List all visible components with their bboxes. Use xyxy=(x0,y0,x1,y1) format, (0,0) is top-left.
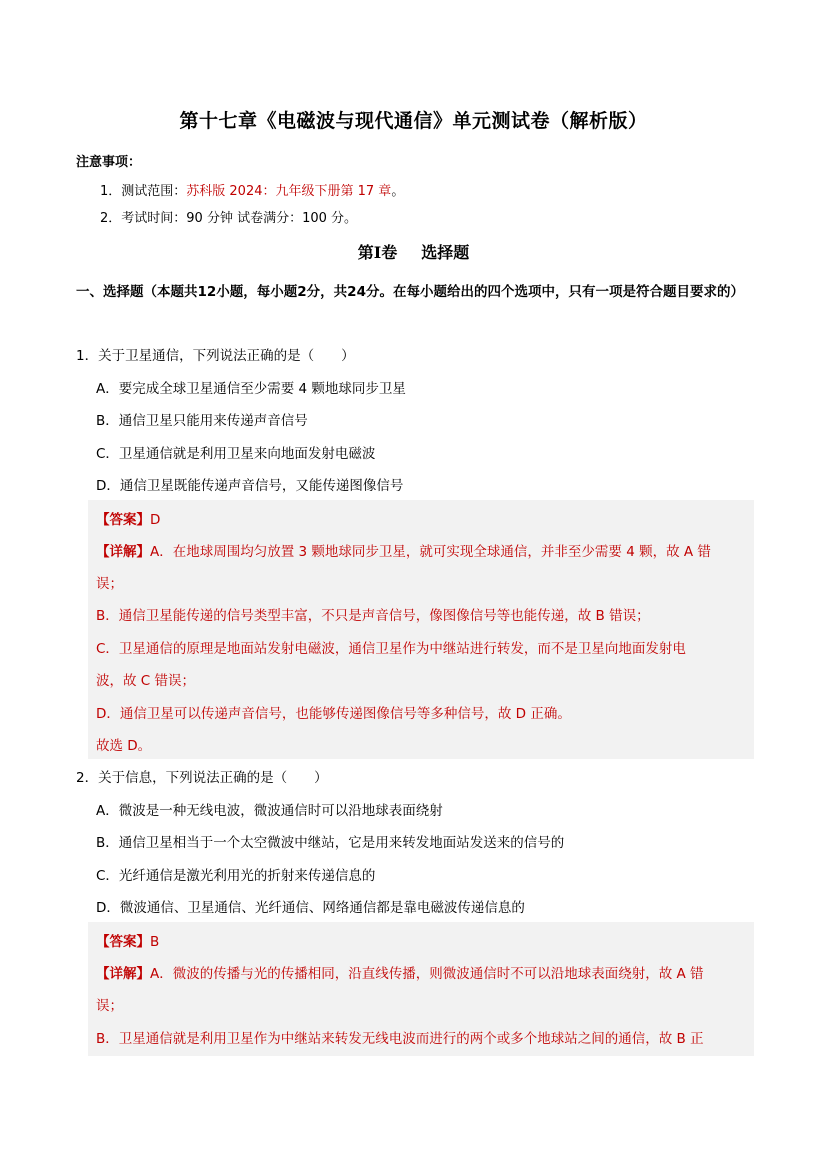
question-1-detail-line-2: 误； xyxy=(96,576,123,592)
answer-tag: 【答案】 xyxy=(96,512,150,528)
question-1-option-c: C．卫星通信就是利用卫星来向地面发射电磁波 xyxy=(96,446,376,462)
question-1-detail-line-6: D．通信卫星可以传递声音信号，也能够传递图像信号等多种信号，故 D 正确。 xyxy=(96,706,571,722)
detail-tag: 【详解】 xyxy=(96,966,150,982)
section-title-part: 第Ⅰ卷 xyxy=(357,243,398,262)
notice-scope-prefix: 1．测试范围： xyxy=(100,184,187,199)
question-2-option-d: D．微波通信、卫星通信、光纤通信、网络通信都是靠电磁波传递信息的 xyxy=(96,900,525,916)
detail-text: A．微波的传播与光的传播相同，沿直线传播，则微波通信时不可以沿地球表面绕射，故 A 错 xyxy=(150,966,704,982)
notice-item-scope xyxy=(100,180,404,199)
question-2-answer xyxy=(96,930,159,950)
section-title xyxy=(0,240,827,263)
question-1-option-d: D．通信卫星既能传递声音信号，又能传递图像信号 xyxy=(96,478,404,494)
detail-tag: 【详解】 xyxy=(96,544,150,560)
detail-text: A．在地球周围均匀放置 3 颗地球同步卫星，就可实现全球通信，并非至少需要 4 颗，故 A 错 xyxy=(150,544,711,560)
question-2-stem: 2．关于信息，下列说法正确的是（ ） xyxy=(76,770,328,786)
question-1-stem: 1．关于卫星通信，下列说法正确的是（ ） xyxy=(76,348,355,364)
question-1-detail-line-5: 波，故 C 错误； xyxy=(96,673,196,689)
question-1-detail-line-1 xyxy=(96,540,711,560)
question-1-option-a: A．要完成全球卫星通信至少需要 4 颗地球同步卫星 xyxy=(96,381,406,397)
question-2-detail-line-3: B．卫星通信就是利用卫星作为中继站来转发无线电波而进行的两个或多个地球站之间的通信，故 B 正 xyxy=(96,1031,704,1047)
question-2-option-b: B．通信卫星相当于一个太空微波中继站，它是用来转发地面站发送来的信号的 xyxy=(96,835,565,851)
question-1-detail-line-4: C．卫星通信的原理是地面站发射电磁波，通信卫星作为中继站进行转发，而不是卫星向地面发射电 xyxy=(96,641,686,657)
question-1-answer xyxy=(96,508,160,528)
answer-value: B xyxy=(150,934,160,950)
answer-tag: 【答案】 xyxy=(96,934,150,950)
question-1-detail-line-7: 故选 D。 xyxy=(96,738,152,754)
question-2-detail-line-1 xyxy=(96,962,704,982)
section-instructions: 一、选择题（本题共12小题，每小题2分，共24分。在每小题给出的四个选项中，只有一项是符合题目要求的） xyxy=(76,284,744,300)
document-title: 第十七章《电磁波与现代通信》单元测试卷（解析版） xyxy=(179,110,648,132)
answer-value: D xyxy=(150,512,161,528)
notice-item-time: 2．考试时间：90 分钟 试卷满分：100 分。 xyxy=(100,211,358,226)
notice-scope-suffix: 。 xyxy=(391,184,405,199)
question-1-detail-line-3: B．通信卫星能传递的信号类型丰富，不只是声音信号，像图像信号等也能传递，故 B 错误； xyxy=(96,608,650,624)
notice-scope-value: 苏科版 2024：九年级下册第 17 章 xyxy=(186,184,392,199)
question-2-option-c: C．光纤通信是激光利用光的折射来传递信息的 xyxy=(96,868,376,884)
question-2-option-a: A．微波是一种无线电波，微波通信时可以沿地球表面绕射 xyxy=(96,803,443,819)
question-1-option-b: B．通信卫星只能用来传递声音信号 xyxy=(96,413,308,429)
notice-heading: 注意事项： xyxy=(76,155,142,170)
question-2-detail-line-2: 误； xyxy=(96,998,123,1014)
section-title-name: 选择题 xyxy=(421,243,470,262)
